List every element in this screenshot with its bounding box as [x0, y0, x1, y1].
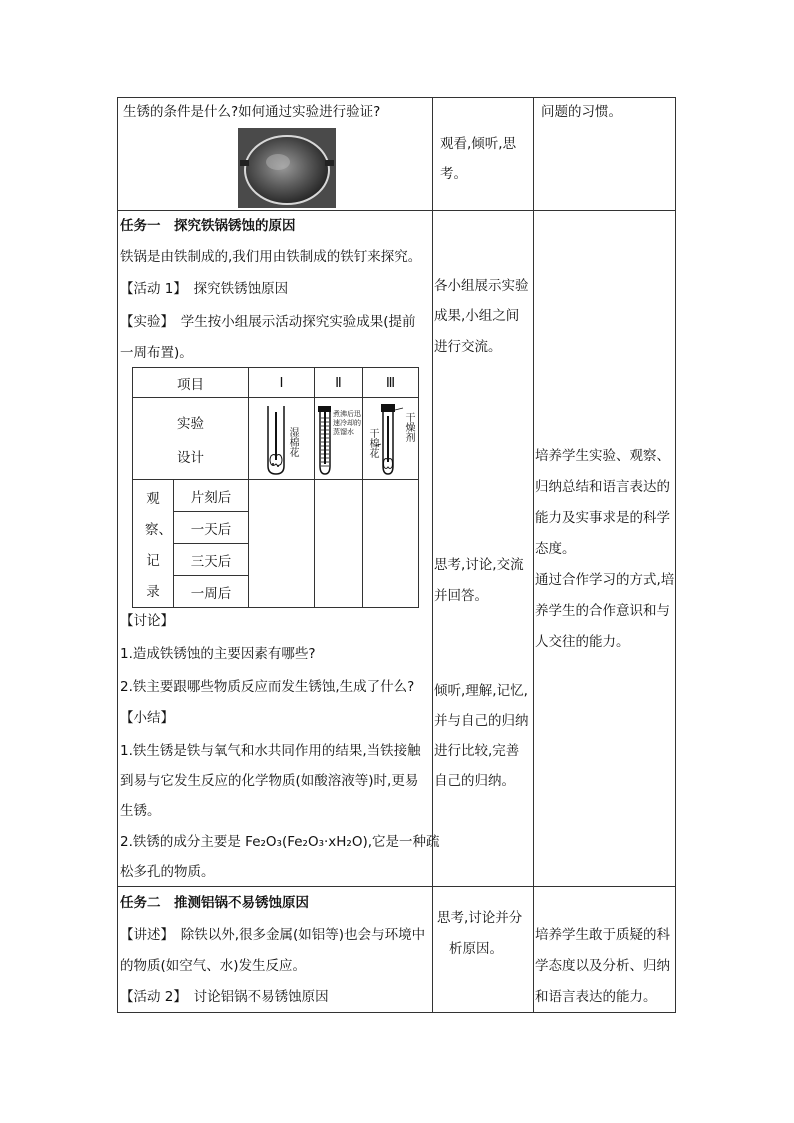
- t1-student-a-3: 进行交流。: [434, 339, 502, 355]
- row-divider-1: [117, 210, 676, 211]
- observe-char-2: 察、: [145, 522, 172, 538]
- t1-student-c-4: 自己的归纳。: [434, 773, 515, 789]
- task2-explain-line-1: 【讲述】 除铁以外,很多金属(如铝等)也会与环境中: [120, 927, 426, 943]
- empty-cell-1: [249, 480, 315, 608]
- time-cell-4: 一周后: [174, 576, 249, 608]
- table-header-item: 项目: [133, 368, 249, 398]
- t2-design-line-1: 培养学生敢于质疑的科: [535, 927, 670, 943]
- row1-student-line-2: 考。: [440, 166, 467, 182]
- empty-cell-2: [315, 480, 363, 608]
- wok-image: [238, 128, 336, 208]
- task2-explain-line-2: 的物质(如空气、水)发生反应。: [120, 958, 307, 974]
- discussion-q2: 2.铁主要跟哪些物质反应而发生锈蚀,生成了什么?: [120, 679, 415, 695]
- observe-char-1: 观: [146, 491, 160, 507]
- t2-design-line-2: 学态度以及分析、归纳: [535, 958, 670, 974]
- task2-title: 任务二 推测铝锅不易锈蚀原因: [120, 895, 309, 911]
- t1-student-a-2: 成果,小组之间: [434, 308, 520, 324]
- tube3-label-a: 干棉花: [367, 428, 378, 458]
- tube1-label: 湿棉花: [287, 427, 298, 457]
- summary-head: 【小结】: [120, 710, 174, 726]
- discussion-q1: 1.造成铁锈蚀的主要因素有哪些?: [120, 646, 316, 662]
- summary-1-line-2: 到易与它发生反应的化学物质(如酸溶液等)时,更易: [120, 773, 419, 789]
- t1-student-a-1: 各小组展示实验: [434, 278, 529, 294]
- experiment-line-2: 一周布置)。: [120, 345, 193, 361]
- observe-char-3: 记: [146, 553, 160, 569]
- question-text: 生锈的条件是什么?如何通过实验进行验证?: [123, 104, 381, 120]
- tube2-label: [333, 410, 363, 437]
- task1-intro: 铁锅是由铁制成的,我们用由铁制成的铁钉来探究。: [120, 249, 422, 265]
- column-divider-1: [432, 97, 433, 1013]
- column-divider-2: [533, 97, 534, 1013]
- design-label-line-1: 实验: [177, 415, 204, 432]
- table-header-1: Ⅰ: [249, 368, 315, 398]
- t1-student-c-1: 倾听,理解,记忆,: [434, 683, 528, 699]
- t1-design-a-3: 能力及实事求是的科学: [535, 510, 670, 526]
- time-cell-3: 三天后: [174, 544, 249, 576]
- t1-design-b-2: 养学生的合作意识和与: [535, 603, 670, 619]
- design-label-line-2: 设计: [177, 449, 204, 466]
- summary-2-line-2: 松多孔的物质。: [120, 864, 215, 880]
- t1-design-b-1: 通过合作学习的方式,培: [535, 572, 675, 588]
- row1-student-line-1: 观看,倾听,思: [440, 136, 517, 152]
- summary-1-line-3: 生锈。: [120, 803, 161, 819]
- discussion-head: 【讨论】: [120, 613, 174, 629]
- t1-design-a-1: 培养学生实验、观察、: [535, 448, 670, 464]
- table-right-border: [675, 97, 676, 1013]
- table-bottom-border: [117, 1012, 676, 1013]
- t1-design-b-3: 人交往的能力。: [535, 634, 630, 650]
- t2-student-line-1: 思考,讨论并分: [437, 910, 523, 926]
- t2-student-line-2: 析原因。: [449, 941, 503, 957]
- table-top-border: [117, 97, 676, 98]
- task1-title: 任务一 探究铁锅锈蚀的原因: [120, 218, 296, 234]
- table-header-3: Ⅲ: [363, 368, 419, 398]
- row1-design-intent: 问题的习惯。: [541, 104, 622, 120]
- time-cell-1: 片刻后: [174, 480, 249, 512]
- time-cell-2: 一天后: [174, 512, 249, 544]
- experiment-line-1: 【实验】 学生按小组展示活动探究实验成果(提前: [120, 314, 416, 330]
- t1-student-b-2: 并回答。: [434, 588, 488, 604]
- summary-1-line-1: 1.铁生锈是铁与氧气和水共同作用的结果,当铁接触: [120, 743, 421, 759]
- t1-student-c-3: 进行比较,完善: [434, 743, 520, 759]
- tube2-label-text: 煮沸后迅速冷却的蒸馏水: [333, 410, 361, 436]
- t1-design-a-4: 态度。: [535, 541, 576, 557]
- activity2-label: 【活动 2】 讨论铝锅不易锈蚀原因: [120, 989, 329, 1005]
- tube3-label-b: 干燥剂: [403, 412, 414, 442]
- activity1-label: 【活动 1】 探究铁锈蚀原因: [120, 281, 289, 297]
- table-left-border: [117, 97, 118, 1013]
- row-divider-2: [117, 886, 676, 887]
- summary-2-line-1: 2.铁锈的成分主要是 Fe₂O₃(Fe₂O₃·xH₂O),它是一种疏: [120, 834, 440, 850]
- t1-design-a-2: 归纳总结和语言表达的: [535, 479, 670, 495]
- t1-student-c-2: 并与自己的归纳: [434, 713, 529, 729]
- t1-student-b-1: 思考,讨论,交流: [434, 557, 524, 573]
- empty-cell-3: [363, 480, 419, 608]
- observe-char-4: 录: [146, 584, 160, 600]
- t2-design-line-3: 和语言表达的能力。: [535, 989, 657, 1005]
- table-header-2: Ⅱ: [315, 368, 363, 398]
- design-label-cell: [133, 398, 249, 480]
